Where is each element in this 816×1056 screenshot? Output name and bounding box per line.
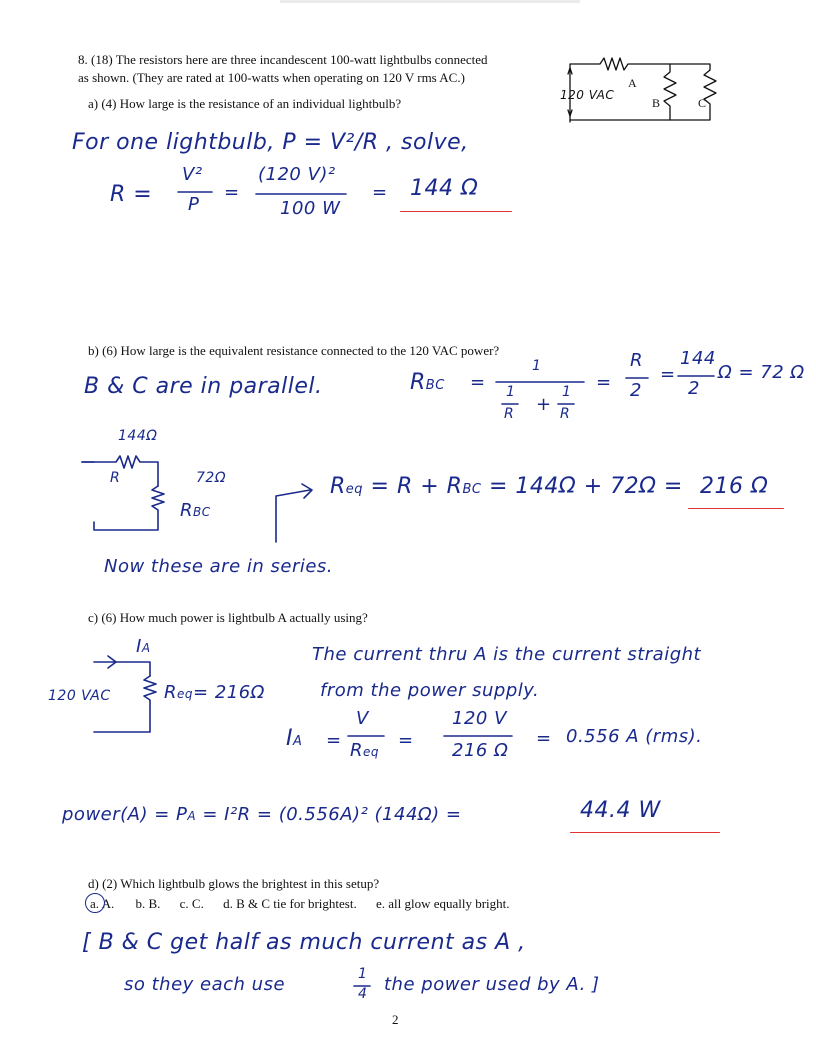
part-c-hw-line1: The current thru A is the current straight — [312, 644, 702, 665]
part-a-hw-v2: V² — [182, 164, 203, 185]
part-a-answer-underline — [400, 211, 512, 212]
part-a-hw-p: P — [188, 194, 200, 215]
part-c-hw-v: V — [356, 708, 369, 729]
page-number: 2 — [392, 1012, 399, 1027]
part-d-hw-line1: [ B & C get half as much current as A , — [82, 930, 526, 955]
question-intro-line1: The resistors here are three incandescent 100-watt lightbulbs connected — [115, 52, 488, 67]
ia-i: I — [136, 636, 142, 657]
part-b-hw-plus: + — [536, 394, 552, 415]
question-number: 8. — [78, 52, 88, 67]
choice-a[interactable] — [88, 896, 116, 912]
power-expr: = I²R = (0.556A)² (144Ω) = — [202, 804, 462, 825]
part-d-choices — [88, 896, 510, 912]
req-vals: = 144Ω + 72Ω = — [488, 474, 683, 499]
req-r: R — [330, 474, 346, 499]
part-b-hw-result: Ω = 72 Ω — [718, 362, 805, 383]
part-b-sketch-r: R — [110, 470, 121, 486]
part-b-sketch-rbc — [180, 500, 211, 521]
part-b-hw-eq3: = — [660, 364, 676, 385]
part-a-hw-den: 100 W — [280, 198, 341, 219]
part-d-prompt: d) (2) Which lightbulb glows the brightest in this setup? — [88, 876, 380, 891]
part-a-hw-r: R = — [110, 182, 153, 207]
part-c-hw-req — [164, 682, 265, 703]
part-b-sketch — [80, 446, 190, 546]
c-req-r: R — [164, 682, 178, 703]
part-b-arrow — [264, 476, 324, 546]
part-b-sketch-72: 72Ω — [196, 470, 227, 486]
circuit-label-b: B — [652, 96, 661, 110]
part-b-hw-rr: R — [630, 350, 644, 371]
choice-b[interactable]: b. B. — [135, 896, 161, 911]
part-c-frac1 — [346, 734, 388, 738]
sketch-rbc-sub: BC — [193, 505, 211, 519]
pa-sub: A — [187, 809, 197, 823]
part-a-answer: 144 Ω — [410, 176, 479, 201]
circuit-label-c: C — [698, 96, 707, 110]
part-a-frac2 — [254, 192, 350, 196]
choice-c[interactable]: c. C. — [179, 896, 204, 911]
part-a-prompt: a) (4) How large is the resistance of an individual lightbulb? — [88, 96, 402, 111]
rbc-sub: BC — [425, 378, 445, 393]
part-b-hw-two: 2 — [630, 380, 642, 401]
req-sub: eq — [345, 482, 364, 497]
part-d-frac-den: 4 — [358, 986, 368, 1002]
part-b-hw-series: Now these are in series. — [104, 556, 334, 577]
part-b-hw-one-a: 1 — [506, 384, 516, 400]
part-b-hw-r-b: R — [560, 406, 571, 422]
question-intro — [78, 52, 488, 68]
part-b-hw-eq2: = — [596, 372, 612, 393]
scan-artifact — [280, 0, 580, 3]
part-d-hw-line2: so they each use — [124, 974, 286, 995]
part-c-answer: 44.4 W — [580, 798, 661, 823]
part-b-hw-rbc — [410, 370, 445, 395]
part-a-hw-num: (120 V)² — [258, 164, 336, 185]
part-b-hw-two2: 2 — [688, 378, 700, 399]
part-c-hw-req2 — [350, 740, 379, 761]
part-b-prompt: b) (6) How large is the equivalent resistance connected to the 120 VAC power? — [88, 343, 500, 358]
req-sub2: BC — [462, 482, 482, 497]
part-c-hw-power — [62, 804, 461, 825]
part-c-hw-current: 0.556 A (rms). — [566, 726, 703, 747]
rbc-r: R — [410, 370, 426, 395]
part-c-hw-120: 120 VAC — [48, 688, 111, 704]
sketch-rbc-r: R — [180, 500, 194, 521]
part-a-hw-eq3: = — [372, 182, 388, 203]
part-b-hw-144: 144 — [680, 348, 716, 369]
part-a-hw-line1: For one lightbulb, P = V²/R , solve, — [72, 130, 469, 155]
part-c-hw-eq2: = — [398, 730, 414, 751]
ia2-i: I — [286, 726, 293, 751]
part-a-hw-eq2: = — [224, 182, 240, 203]
choice-a-circle — [85, 893, 105, 913]
part-c-hw-den: 216 Ω — [452, 740, 509, 761]
part-c-hw-eq1: = — [326, 730, 342, 751]
choice-e[interactable]: e. all glow equally bright. — [375, 896, 510, 911]
choice-a-letter: a. — [90, 896, 100, 911]
part-c-hw-ia — [136, 636, 151, 657]
choice-a-text: A. — [101, 896, 115, 911]
part-b-hw-parallel: B & C are in parallel. — [84, 374, 323, 399]
question-points: (18) — [91, 52, 113, 67]
part-b-hw-one-b: 1 — [562, 384, 572, 400]
c-req-sub: eq — [177, 687, 194, 701]
part-b-hw-req-line — [330, 474, 683, 499]
req2-r: R — [350, 740, 364, 761]
req-expr: = R + R — [370, 474, 463, 499]
question-intro-line2: as shown. (They are rated at 100-watts when operating on 120 V rms AC.) — [78, 70, 465, 85]
part-c-frac2 — [442, 734, 516, 738]
circuit-label-a: A — [628, 76, 637, 90]
part-c-hw-line2: from the power supply. — [320, 680, 540, 701]
part-c-hw-num: 120 V — [452, 708, 507, 729]
part-b-answer-underline — [688, 508, 784, 509]
part-c-answer-underline — [570, 832, 720, 833]
part-c-hw-ia2 — [286, 726, 302, 751]
part-b-hw-r-a: R — [504, 406, 515, 422]
part-c-prompt: c) (6) How much power is lightbulb A actually using? — [88, 610, 368, 625]
circuit-label-source: 120 VAC — [560, 88, 615, 102]
part-d-frac-num: 1 — [358, 966, 368, 982]
ia2-sub: A — [293, 734, 303, 749]
part-b-sketch-144: 144Ω — [118, 428, 158, 444]
power-label: power(A) = P — [62, 804, 188, 825]
part-b-hw-eq: = — [470, 372, 486, 393]
c-req-val: = 216Ω — [193, 682, 265, 703]
req2-sub: eq — [363, 745, 380, 759]
part-b-hw-one: 1 — [532, 358, 542, 374]
part-d-hw-line2b: the power used by A. ] — [384, 974, 600, 995]
part-c-hw-eq3: = — [536, 728, 552, 749]
ia-sub: A — [141, 641, 151, 655]
part-b-answer: 216 Ω — [700, 474, 769, 499]
choice-d[interactable]: d. B & C tie for brightest. — [223, 896, 357, 911]
